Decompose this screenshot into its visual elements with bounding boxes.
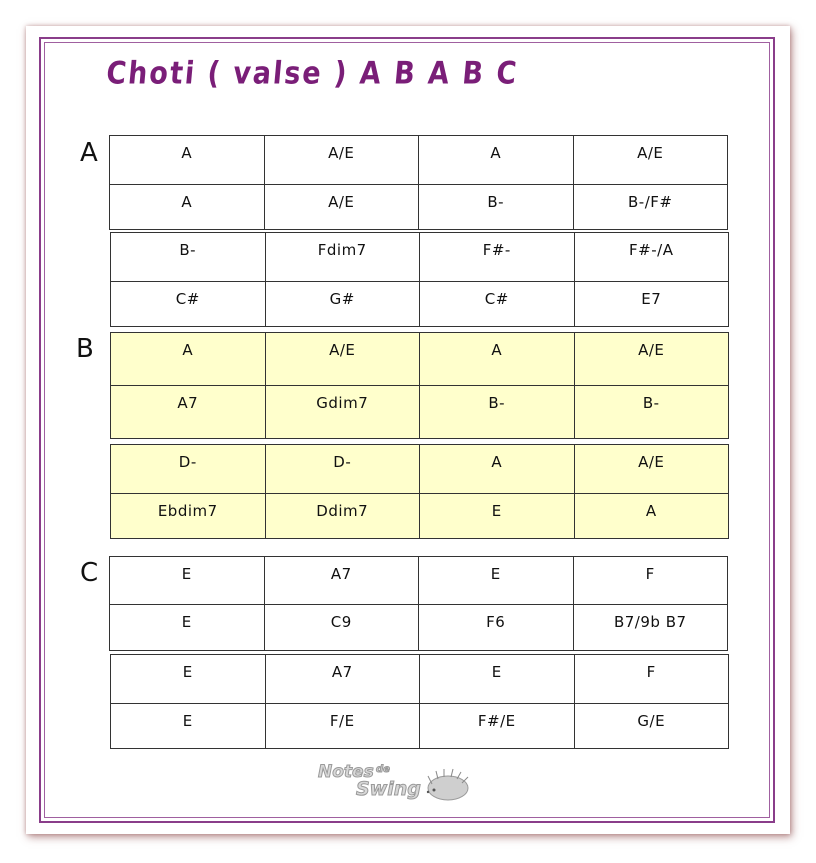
chord-cell: B- (419, 185, 574, 230)
hedgehog-icon (424, 768, 472, 802)
chord-cell: Fdim7 (265, 233, 420, 282)
chord-cell: F (574, 655, 729, 704)
logo-word-swing: Swing (356, 778, 421, 800)
chord-cell: A (111, 333, 266, 386)
chord-cell: F#- (420, 233, 575, 282)
chord-cell: E (111, 655, 266, 704)
chord-cell: B7/9b B7 (573, 605, 728, 651)
chord-cell: A/E (574, 333, 729, 386)
chord-cell: B- (420, 386, 575, 439)
chord-cell: G/E (574, 704, 729, 749)
chord-grid-c1 (109, 556, 728, 651)
chord-cell: A (420, 333, 575, 386)
chord-cell: E (419, 557, 574, 605)
chord-cell: F#/E (420, 704, 575, 749)
chord-cell: F#-/A (574, 233, 729, 282)
chord-cell: C# (420, 282, 575, 327)
chord-cell: C9 (264, 605, 419, 651)
chord-cell: A (420, 445, 575, 494)
chord-cell: Ebdim7 (111, 494, 266, 539)
chord-cell: B- (574, 386, 729, 439)
section-label-a: A (80, 138, 98, 168)
chord-cell: A/E (573, 136, 728, 185)
chord-cell: D- (265, 445, 420, 494)
logo-word-de: de (376, 764, 390, 775)
chord-cell: E (111, 704, 266, 749)
chord-cell: Ddim7 (265, 494, 420, 539)
chord-grid-b1 (110, 332, 729, 439)
chord-cell: A (574, 494, 729, 539)
chord-cell: E (420, 655, 575, 704)
chord-cell: F/E (265, 704, 420, 749)
chord-cell: A (110, 185, 265, 230)
chord-cell: B-/F# (573, 185, 728, 230)
chord-cell: A/E (264, 185, 419, 230)
chord-grid-a2 (110, 232, 729, 327)
chord-cell: A7 (264, 557, 419, 605)
chord-cell: A/E (264, 136, 419, 185)
chord-cell: F6 (419, 605, 574, 651)
chord-cell: A (110, 136, 265, 185)
chord-cell: E7 (574, 282, 729, 327)
song-title: Choti ( valse ) A B A B C (104, 56, 520, 92)
chord-grid-c2 (110, 654, 729, 749)
chord-cell: E (420, 494, 575, 539)
chord-cell: A/E (574, 445, 729, 494)
chord-cell: A7 (111, 386, 266, 439)
chord-cell: A/E (265, 333, 420, 386)
chord-cell: Gdim7 (265, 386, 420, 439)
logo-word-notes: Notes (318, 762, 374, 782)
chord-grid-b2 (110, 444, 729, 539)
chord-grid-a1 (109, 135, 728, 230)
chord-cell: B- (111, 233, 266, 282)
section-label-b: B (76, 334, 94, 364)
chord-cell: F (573, 557, 728, 605)
chord-cell: E (110, 605, 265, 651)
chord-cell: A7 (265, 655, 420, 704)
chord-cell: G# (265, 282, 420, 327)
chord-cell: D- (111, 445, 266, 494)
chord-cell: A (419, 136, 574, 185)
section-label-c: C (80, 558, 99, 588)
chord-cell: E (110, 557, 265, 605)
chord-cell: C# (111, 282, 266, 327)
notes-de-swing-logo (316, 762, 476, 806)
